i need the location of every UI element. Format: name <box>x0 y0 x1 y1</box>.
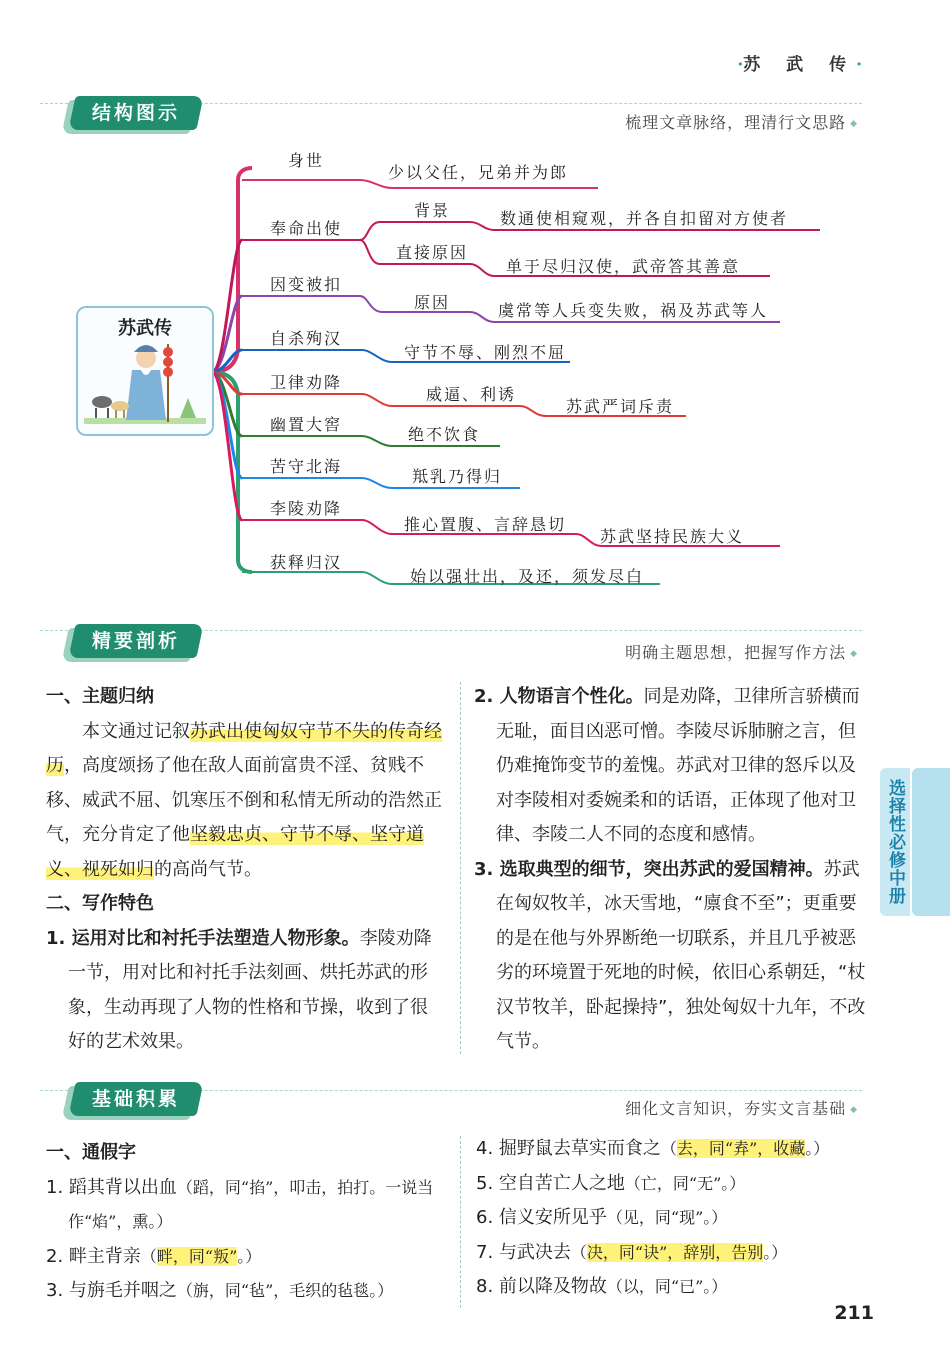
section-subtitle-analysis: 明确主题思想，把握写作方法 ◆ <box>625 640 858 663</box>
tongjia-item-4: 4. 掘野鼠去草实而食之（去，同“弆”，收藏。） <box>476 1138 830 1159</box>
mm-branch-youzhi: 幽置大窖 <box>270 415 343 434</box>
mm-leaf-liling: 苏武坚持民族大义 <box>600 527 745 546</box>
theme-highlight-1: 苏武出使匈奴守节不失的传奇经历 <box>46 720 442 776</box>
mm-leaf-zisha: 守节不辱、刚烈不屈 <box>404 343 567 362</box>
mm-leaf-zhijie: 单于尽归汉使，武帝答其善意 <box>506 257 741 276</box>
section-subtitle-structure: 梳理文章脉络，理清行文思路 ◆ <box>625 110 858 133</box>
mm-branch-yinbian: 因变被扣 <box>270 275 343 294</box>
tongjia-item-8: 8. 前以降及物故（以，同“已”。） <box>476 1276 728 1297</box>
side-tab-book-title: 选择性必修中册 <box>880 768 910 916</box>
mm-leaf-youzhi: 绝不饮食 <box>408 425 481 444</box>
tongjia-heading: 一、通假字 <box>46 1142 136 1163</box>
mm-branch-huoshi: 获释归汉 <box>270 553 343 572</box>
side-tab-back <box>912 768 950 916</box>
su-wu-illustration <box>84 338 206 428</box>
basics-right-column <box>476 1132 876 1305</box>
mm-leaf-yuanyin: 虞常等人兵变失败，祸及苏武等人 <box>498 301 769 320</box>
mm-branch-weilv: 卫律劝降 <box>270 373 343 392</box>
section-subtitle-basics: 细化文言知识，夯实文言基础 ◆ <box>625 1096 858 1119</box>
section-tag-analysis: 精要剖析 <box>68 624 203 658</box>
mm-branch-shenshi: 身世 <box>288 151 325 170</box>
mm-branch-kushou: 苦守北海 <box>270 457 343 476</box>
section-tag-basics: 基础积累 <box>68 1082 203 1116</box>
mm-sub-weibi: 威逼、利诱 <box>426 385 517 404</box>
mm-sub-tuixin: 推心置腹、言辞恳切 <box>404 515 567 534</box>
tongjia-item-7: 7. 与武决去（决，同“诀”，辞别，告别。） <box>476 1241 788 1263</box>
tongjia-item-6: 6. 信义安所见乎（见，同“现”。） <box>476 1207 728 1228</box>
tongjia-item-5: 5. 空自苦亡人之地（亡，同“无”。） <box>476 1172 746 1194</box>
tongjia-item-3: 3. 与旃毛并咽之（旃，同“毡”，毛织的毡毯。） <box>46 1280 394 1301</box>
mm-branch-liling: 李陵劝降 <box>270 499 343 518</box>
tongjia-item-2: 2. 畔主背亲（畔，同“叛”。） <box>46 1245 262 1267</box>
mm-leaf-beijing: 数通使相窥观，并各自扣留对方使者 <box>500 209 789 228</box>
analysis-right-column <box>474 680 872 1060</box>
mm-leaf-kushou: 羝乳乃得归 <box>412 467 503 486</box>
column-divider <box>460 682 461 1054</box>
mm-leaf-shenshi: 少以父任，兄弟并为郎 <box>388 163 569 182</box>
page-number: 211 <box>834 1302 874 1324</box>
writing-point-2: 2. 人物语言个性化。同是劝降，卫律所言骄横而无耻，面目凶恶可憎。李陵尽诉肺腑之言，但仍难掩饰变节的羞愧。苏武对卫律的怒斥以及对李陵相对委婉柔和的话语，正体现了他对卫律、李陵二人不同的态度和感情。 <box>474 686 860 845</box>
writing-point-1: 1. 运用对比和衬托手法塑造人物形象。李陵劝降一节，用对比和衬托手法刻画、烘托苏武的形象，生动再现了人物的性格和节操，收到了很好的艺术效果。 <box>46 927 432 1052</box>
column-divider <box>460 1136 461 1308</box>
theme-highlight-2: 坚毅忠贞、守节不辱、坚守道义、视死如归 <box>46 824 424 880</box>
mm-branch-fengming: 奉命出使 <box>270 219 343 238</box>
mm-branch-zisha: 自杀殉汉 <box>270 329 343 348</box>
basics-left-column <box>46 1136 446 1309</box>
mindmap-root-label: 苏武传 <box>118 318 172 339</box>
mindmap-root-box <box>76 306 214 436</box>
theme-heading: 一、主题归纳 <box>46 686 154 707</box>
tongjia-item-1: 1. 蹈其背以出血（蹈，同“掐”，叩击，拍打。一说当作“焰”，熏。） <box>46 1176 434 1231</box>
mm-sub-beijing: 背景 <box>414 201 451 220</box>
section-tag-structure: 结构图示 <box>68 96 203 130</box>
mm-sub-zhijie: 直接原因 <box>396 243 469 262</box>
analysis-left-column <box>46 680 442 1060</box>
theme-paragraph: 本文通过记叙苏武出使匈奴守节不失的传奇经历，高度颂扬了他在敌人面前富贵不淫、贫贱不移、威武不屈、饥寒压不倒和私情无所动的浩然正气，充分肯定了他坚毅忠贞、守节不辱、坚守道义、视死如归的高尚气节。 <box>46 720 442 880</box>
mm-leaf-huoshi: 始以强壮出，及还，须发尽白 <box>410 567 645 586</box>
writing-point-3: 3. 选取典型的细节，突出苏武的爱国精神。苏武在匈奴牧羊，冰天雪地，“廪食不至”；更重要的是在他与外界断绝一切联系，并且几乎被恶劣的环境置于死地的时候，依旧心系朝廷，“杖汉节牧羊，卧起操持”，独处匈奴十九年，不改气节。 <box>474 858 866 1052</box>
writing-heading: 二、写作特色 <box>46 893 154 914</box>
mm-sub-yuanyin: 原因 <box>414 293 451 312</box>
page-header-title: ·苏 武 传· <box>737 55 862 75</box>
mm-leaf-weilv: 苏武严词斥责 <box>566 397 675 416</box>
